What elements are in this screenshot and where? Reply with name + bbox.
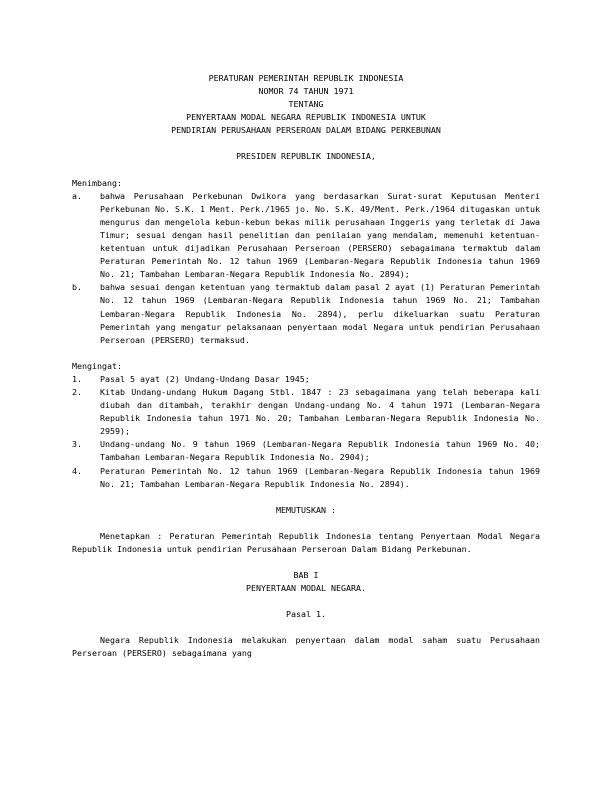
recalling-item-text: Undang-undang No. 9 tahun 1969 (Lembaran-Negara Republik Indonesia tahun 1969 No. 40; Tambahan Lembaran-Negara Republik Indonesia No. 2904);	[100, 439, 540, 463]
recalling-item	[72, 373, 540, 386]
considering-item	[72, 281, 540, 346]
recalling-item-text: Kitab Undang-undang Hukum Dagang Stbl. 1847 : 23 sebagaimana yang telah beberapa kali diubah dan ditambah, terakhir dengan Undang-undang No. 4 tahun 1971 (Lembaran-Negara Republik Indonesia tahun 1971 No. 20; Tambahan Lembaran-Negara Republik Indonesia No. 2959);	[100, 386, 540, 437]
recalling-label: Mengingat:	[72, 360, 122, 371]
recalling-item-marker: 1.	[72, 373, 82, 384]
recalling-item-text: Peraturan Pemerintah No. 12 tahun 1969 (Lembaran-Negara Republik Indonesia tahun 1969 No. 21; Tambahan Lembaran-Negara Republik Indonesia No. 2894).	[100, 465, 540, 489]
considering-item	[72, 190, 540, 282]
recalling-item	[72, 438, 540, 464]
header-line-regulation: PERATURAN PEMERINTAH REPUBLIK INDONESIA	[208, 73, 404, 83]
considering-item-text: bahwa Perusahaan Perkebunan Dwikora yang berdasarkan Surat-surat Keputusan Menteri Perkebunan No. S.K. 1 Ment. Perk./1965 jo. No. S.K. 49/Ment. Perk./1964 ditugaskan untuk mengurus dan mengelola kebun-kebun bekas milik perusahaan Inggeris yang terletak di Jawa Timur; sesuai dengan hasil penelitian dan penilaian yang mendalam, memenuhi ketentuan-ketentuan untuk dijadikan Perusahaan Perseroan (PERSERO) sebagaimana termaktub dalam Peraturan Pemerintah No. 12 tahun 1969 (Lembaran-Negara Republik Indonesia tahun 1969 No. 21; Tambahan Lembaran-Negara Republik Indonesia No. 2894);	[100, 190, 540, 280]
recalling-item-marker: 4.	[72, 465, 82, 476]
decides-paragraph: Menetapkan : Peraturan Pemerintah Republik Indonesia tentang Penyertaan Modal Negara Republik Indonesia untuk pendirian Perusahaan Perseroan Dalam Bidang Perkebunan.	[72, 530, 540, 554]
chapter-title: PENYERTAAN MODAL NEGARA.	[246, 583, 366, 594]
recalling-item-text: Pasal 5 ayat (2) Undang-Undang Dasar 1945;	[100, 373, 310, 384]
considering-item-marker: b.	[72, 282, 82, 293]
recalling-item	[72, 465, 540, 491]
header-line-subject-1: PENYERTAAN MODAL NEGARA REPUBLIK INDONESIA UNTUK	[186, 112, 426, 123]
recalling-item-marker: 3.	[72, 439, 82, 450]
header-line-subject-2: PENDIRIAN PERUSAHAAN PERSEROAN DALAM BIDANG PERKEBUNAN	[171, 125, 441, 136]
header-line-number: NOMOR 74 TAHUN 1971	[258, 86, 354, 97]
document-body	[72, 72, 540, 660]
article-number: Pasal 1.	[286, 609, 326, 620]
header-line-about: TENTANG	[288, 99, 324, 110]
considering-item-marker: a.	[72, 190, 82, 201]
recalling-item-marker: 2.	[72, 386, 82, 397]
document-header	[72, 72, 540, 137]
article-body: Negara Republik Indonesia melakukan penyertaan dalam modal saham suatu Perusahaan Perseroan (PERSERO) sebagaimana yang	[72, 635, 540, 659]
considering-label: Menimbang:	[72, 177, 122, 188]
issuing-authority: PRESIDEN REPUBLIK INDONESIA,	[236, 151, 376, 162]
recalling-item	[72, 386, 540, 438]
chapter-number: BAB I	[293, 570, 319, 580]
considering-item-text: bahwa sesuai dengan ketentuan yang termaktub dalam pasal 2 ayat (1) Peraturan Pemerintah No. 12 tahun 1969 (Lembaran-Negara Republik Indonesia tahun 1969 No. 21; Tambahan Lembaran-Negara Republik Indonesia No. 2894), perlu dikeluarkan suatu Peraturan Pemerintah yang mengatur pelaksanaan penyertaan modal Negara untuk pendirian Perusahaan Perseroan (PERSERO) termaksud.	[100, 282, 540, 345]
decides-title: MEMUTUSKAN :	[276, 504, 336, 515]
